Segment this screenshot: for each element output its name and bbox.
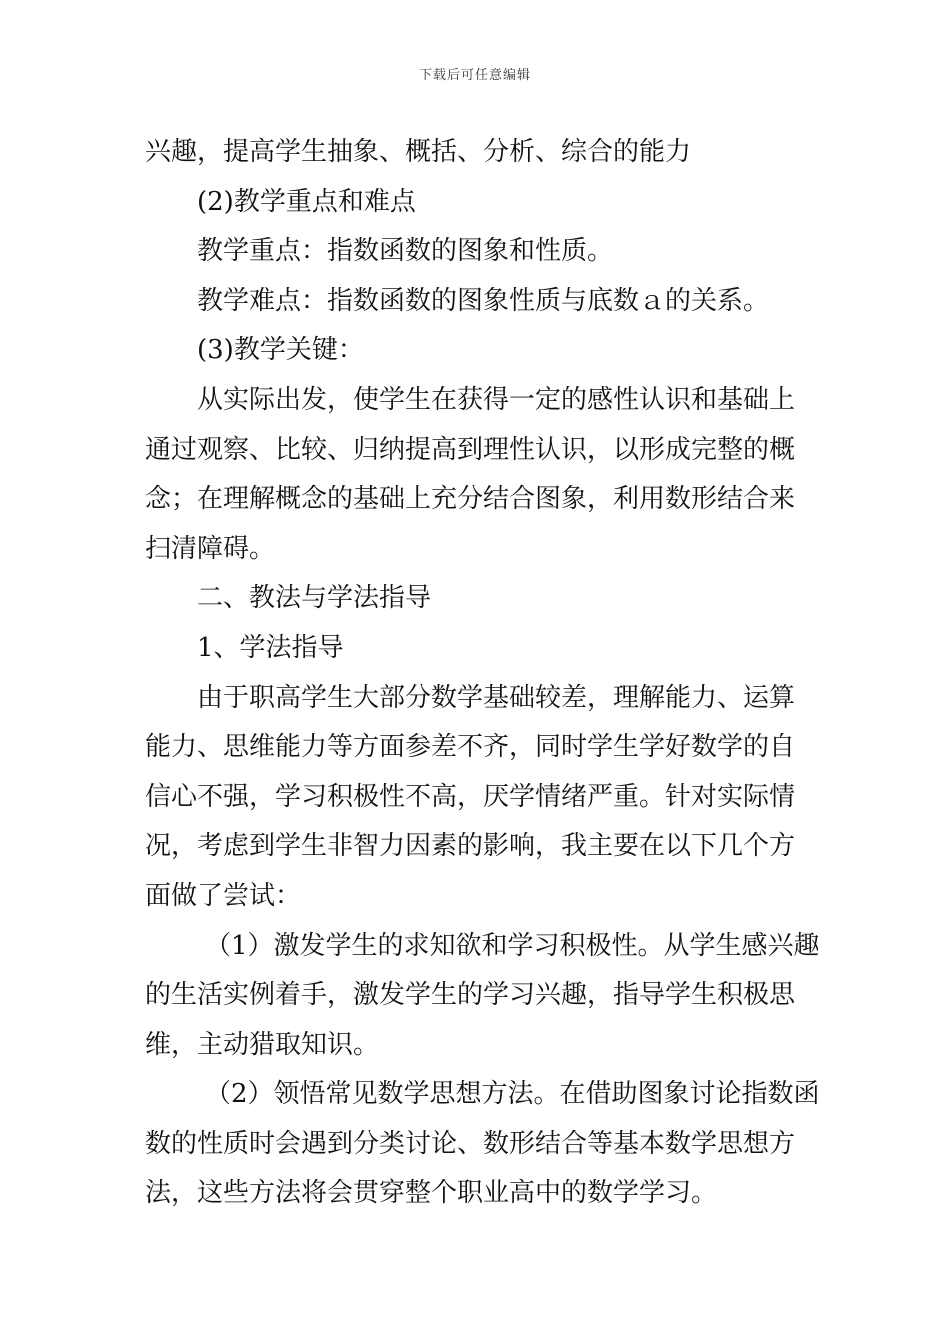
text-line: 信心不强，学习积极性不高，厌学情绪严重。针对实际情 xyxy=(145,781,796,812)
text-line: 面做了尝试： xyxy=(145,880,302,911)
text-line: 法，这些方法将会贯穿整个职业高中的数学学习。 xyxy=(145,1178,718,1209)
text-line: 扫清障碍。 xyxy=(145,533,276,564)
text-line: 兴趣，提高学生抽象、概括、分析、综合的能力 xyxy=(145,137,692,167)
section-heading: (2)教学重点和难点 xyxy=(197,186,416,217)
text-line: 维，主动猎取知识。 xyxy=(145,1029,380,1060)
text-line: （2）领悟常见数学思想方法。在借助图象讨论指数函 xyxy=(205,1079,820,1110)
text-line: 念；在理解概念的基础上充分结合图象，利用数形结合来 xyxy=(145,484,796,515)
text-line: 教学难点：指数函数的图象性质与底数ａ的关系。 xyxy=(197,285,770,316)
section-heading: (3)教学关键： xyxy=(197,335,364,366)
text-line: 由于职高学生大部分数学基础较差，理解能力、运算 xyxy=(197,682,796,713)
text-line: （1）激发学生的求知欲和学习积极性。从学生感兴趣 xyxy=(205,930,820,961)
document-body xyxy=(145,128,820,1219)
section-heading: 二、教法与学法指导 xyxy=(197,583,432,614)
page-header: 下载后可任意编辑 xyxy=(418,68,531,83)
text-line: 的生活实例着手，激发学生的学习兴趣，指导学生积极思 xyxy=(145,980,796,1011)
section-heading: 1、学法指导 xyxy=(197,632,344,663)
text-line: 能力、思维能力等方面参差不齐，同时学生学好数学的自 xyxy=(145,732,796,763)
text-line: 从实际出发，使学生在获得一定的感性认识和基础上 xyxy=(197,384,796,415)
text-line: 况，考虑到学生非智力因素的影响，我主要在以下几个方 xyxy=(145,831,796,862)
text-line: 数的性质时会遇到分类讨论、数形结合等基本数学思想方 xyxy=(145,1128,796,1159)
text-line: 通过观察、比较、归纳提高到理性认识，以形成完整的概 xyxy=(145,434,796,465)
text-line: 教学重点：指数函数的图象和性质。 xyxy=(197,236,614,267)
